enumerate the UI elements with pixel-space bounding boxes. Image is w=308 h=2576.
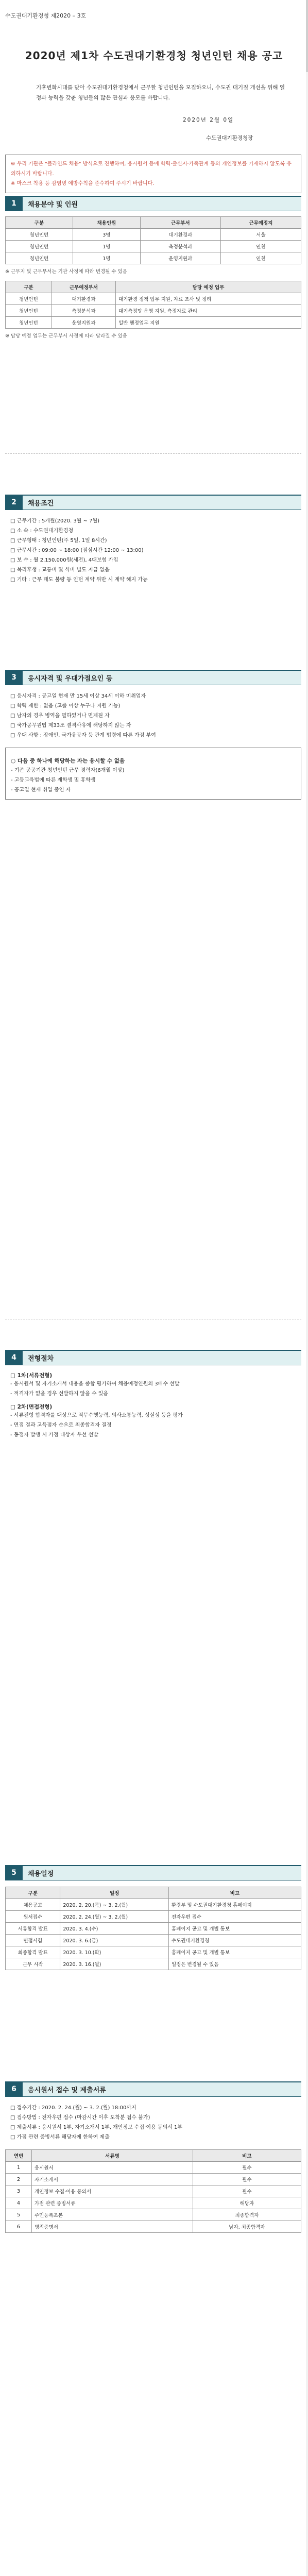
table-row: 원서접수 2020. 2. 24.(월) ~ 3. 2.(월) 전자우편 접수 [6,1911,301,1923]
table-row: 채용공고 2020. 2. 20.(목) ~ 3. 2.(월) 환경부 및 수도권대기환경청 홈페이지 [6,1899,301,1911]
table-header: 연번 [6,2150,32,2162]
section-title: 채용조건 [23,495,301,510]
table-header: 담당 예정 업무 [116,281,301,293]
page-title: 2020년 제1차 수도권대기환경청 청년인턴 채용 공고 [25,49,283,62]
section-title: 채용일정 [23,1865,301,1880]
table-row: 청년인턴 1명 운영지원과 인천 [6,252,301,264]
table-header: 일정 [60,1887,169,1899]
table-row: 1 응시원서 필수 [6,2162,301,2174]
section-header [5,2081,301,2097]
table-row: 5 주민등록초본 최종합격자 [6,2209,301,2221]
restriction-line: - 공고일 현재 취업 중인 자 [11,787,71,793]
stage-line: - 동점자 발생 시 가점 대상자 우선 선발 [10,1432,98,1438]
table-row: 청년인턴 3명 대기환경과 서울 [6,229,301,241]
condition-line: □ 소 속 : 수도권대기환경청 [10,528,74,534]
table-header: 비고 [168,1887,301,1899]
application-line: □ 접수기간 : 2020. 2. 24.(월) ~ 3. 2.(월) 18:00까지 [10,2105,136,2111]
condition-line: □ 보 수 : 월 2,150,000원(세전), 4대보험 가입 [10,557,118,563]
table-row: 근무 시작 2020. 3. 16.(월) 일정은 변경될 수 있음 [6,1958,301,1970]
stage-title: □ 2차(면접전형) [10,1404,53,1410]
notice-line: ※ 마스크 착용 등 감염병 예방수칙을 준수하여 주시기 바랍니다. [11,181,155,187]
table-header: 비고 [193,2150,301,2162]
table-header: 구분 [6,1887,60,1899]
section-number: 2 [5,495,23,510]
table-row: 2 자기소개서 필수 [6,2174,301,2185]
doc-number: 수도권대기환경청 제2020 – 3호 [5,12,87,19]
table-header: 근무부서 [140,217,220,229]
section-3 [5,670,301,800]
notice-box [5,155,301,193]
table-row: 서류합격 발표 2020. 3. 4.(수) 홈페이지 공고 및 개별 통보 [6,1923,301,1935]
table-header: 서류명 [32,2150,193,2162]
table-header: 구분 [6,281,52,293]
restriction-line: - 고등교육법에 따른 재학생 및 휴학생 [11,777,96,783]
condition-line: □ 근무형태 : 청년인턴(주 5일, 1일 8시간) [10,538,107,544]
table-row: 청년인턴 운영지원과 일반 행정업무 지원 [6,317,301,329]
section-header [5,1350,301,1365]
recruit-table [5,216,301,264]
condition-line: □ 복리후생 : 교통비 및 식비 별도 지급 없음 [10,567,110,573]
qualification-line: □ 우대 사항 : 장애인, 국가유공자 등 관계 법령에 따른 가점 부여 [10,733,156,738]
section-number: 1 [5,196,23,211]
section-title: 응시자격 및 우대가점요인 등 [23,670,301,685]
documents-table [5,2149,301,2233]
restriction-line: - 기존 공공기관 청년인턴 근무 경력자(6개월 이상) [11,768,125,773]
application-line: □ 제출서류 : 응시원서 1부, 자기소개서 1부, 개인정보 수집·이용 동의서 1부 [10,2125,183,2130]
condition-line: □ 근무기간 : 5개월(2020. 3월 ~ 7월) [10,518,100,524]
section-2 [5,495,301,585]
duty-table [5,281,301,329]
restriction-title: ○ 다음 중 하나에 해당하는 자는 응시할 수 없음 [11,758,125,764]
section-title: 전형절차 [23,1350,301,1365]
section-4 [5,1350,301,1440]
divider [5,453,301,454]
table-row: 청년인턴 1명 측정분석과 인천 [6,241,301,252]
scrollbar[interactable] [306,0,308,2576]
table-row: 청년인턴 대기환경과 대기환경 정책 업무 지원, 자료 조사 및 정리 [6,293,301,305]
schedule-table [5,1887,301,1970]
table-row: 4 가점 관련 증빙서류 해당자 [6,2197,301,2209]
notice-line: ※ 우리 기관은 "블라인드 채용" 방식으로 진행하며, 응시원서 등에 학력·출신지·가족관계 등의 개인정보를 기재하지 않도록 유의하시기 바랍니다. [11,161,292,177]
table-header: 근무예정부서 [52,281,115,293]
section-1 [5,196,301,339]
table-header: 구분 [6,217,73,229]
section-header [5,670,301,685]
section-5 [5,1865,301,1970]
table-row: 면접시험 2020. 3. 6.(금) 수도권대기환경청 [6,1935,301,1946]
section-header [5,1865,301,1880]
qualification-line: □ 남자의 경우 병역을 필하였거나 면제된 자 [10,713,110,719]
stage-line: - 응시원서 및 자기소개서 내용을 종합 평가하여 채용예정인원의 3배수 선발 [10,1381,180,1387]
table-note: ※ 근무지 및 근무부서는 기관 사정에 따라 변경될 수 있음 [5,269,128,275]
condition-line: □ 기타 : 근무 태도 불량 등 인턴 계약 위반 시 계약 해지 가능 [10,577,148,583]
signer: 수도권대기환경청장 [206,135,253,141]
section-number: 5 [5,1865,23,1880]
qualification-line: □ 국가공무원법 제33조 결격사유에 해당하지 않는 자 [10,723,131,728]
section-header [5,196,301,211]
section-number: 3 [5,670,23,685]
stage-line: - 적격자가 없을 경우 선발하지 않을 수 있음 [10,1391,109,1397]
table-header: 근무예정지 [220,217,301,229]
table-row: 6 병적증명서 남자, 최종합격자 [6,2221,301,2233]
application-line: □ 가점 관련 증빙서류 해당자에 한하여 제출 [10,2134,110,2140]
restriction-box [5,748,301,800]
table-header: 채용인원 [73,217,140,229]
condition-line: □ 근무시간 : 09:00 ~ 18:00 (점심시간 12:00 ~ 13:00) [10,548,144,553]
section-title: 응시원서 접수 및 제출서류 [23,2081,301,2097]
section-number: 4 [5,1350,23,1365]
qualification-line: □ 학력 제한 : 없음 (고졸 이상 누구나 지원 가능) [10,703,121,709]
section-title: 채용분야 및 인원 [23,196,301,211]
section-6 [5,2081,301,2233]
section-number: 6 [5,2081,23,2097]
qualification-line: □ 응시자격 : 공고일 현재 만 15세 이상 34세 이하 미취업자 [10,693,146,699]
table-row: 최종합격 발표 2020. 3. 10.(화) 홈페이지 공고 및 개별 통보 [6,1946,301,1958]
intro-text: 기후변화시대를 맞아 수도권대기환경청에서 근무할 청년인턴을 모집하오니, 수도권 대기질 개선을 위해 열정과 능력을 갖춘 청년들의 많은 관심과 응모를 바랍니다. [36,84,285,101]
table-row: 청년인턴 측정분석과 대기측정망 운영 지원, 측정자료 관리 [6,305,301,317]
stage-title: □ 1차(서류전형) [10,1372,53,1379]
section-header [5,495,301,510]
notice-date: 2020년 2월 0일 [183,117,234,123]
stage-line: - 면접 결과 고득점자 순으로 최종합격자 결정 [10,1422,112,1428]
application-line: □ 접수방법 : 전자우편 접수 (마감시간 이후 도착분 접수 불가) [10,2115,150,2121]
table-note: ※ 담당 예정 업무는 근무부서 사정에 따라 달라질 수 있음 [5,333,128,339]
stage-line: - 서류전형 합격자를 대상으로 직무수행능력, 의사소통능력, 성실성 등을 평가 [10,1413,183,1418]
table-row: 3 개인정보 수집·이용 동의서 필수 [6,2185,301,2197]
